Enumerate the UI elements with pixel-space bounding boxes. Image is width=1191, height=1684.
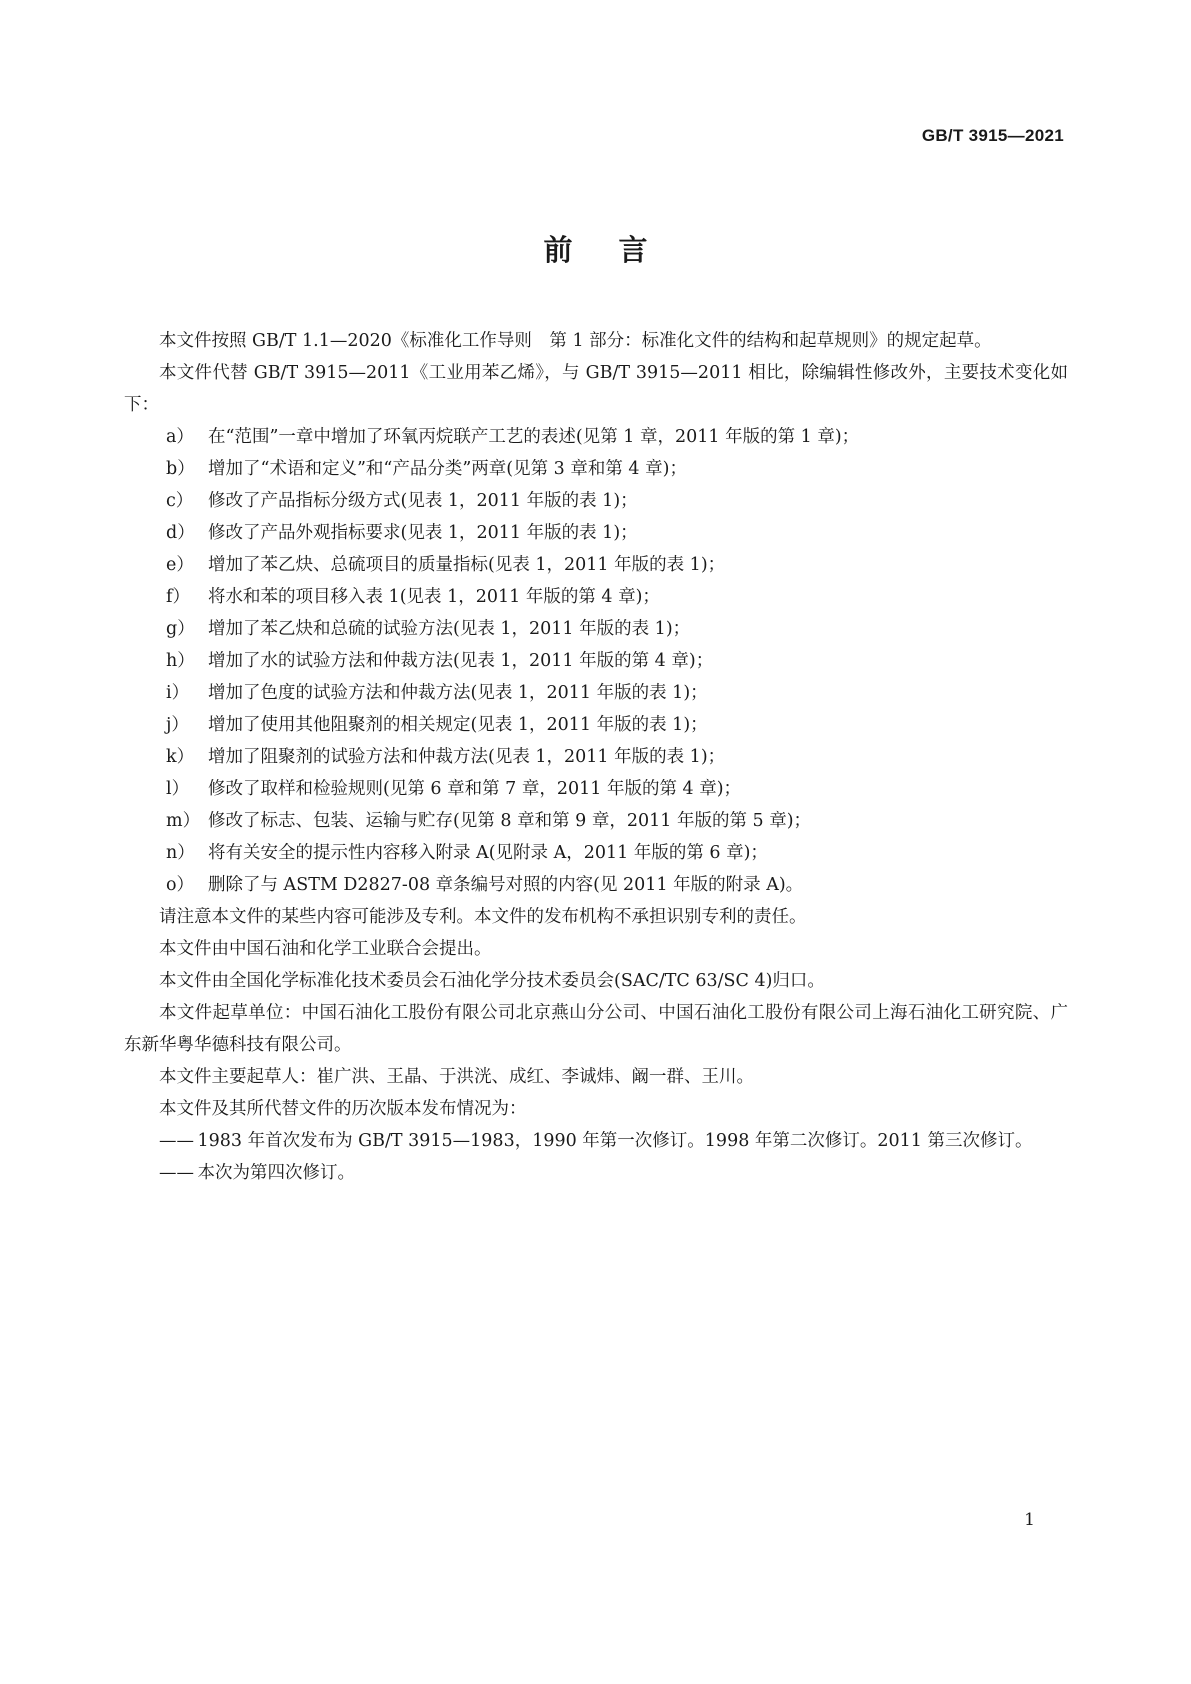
list-item-label: l） xyxy=(166,779,190,799)
dash-mark: —— xyxy=(159,1131,194,1151)
history-item xyxy=(124,1157,1068,1189)
list-item-text: 增加了水的试验方法和仲裁方法(见表 1，2011 年版的第 4 章)； xyxy=(208,651,714,671)
history-item-text: 1983 年首次发布为 GB/T 3915—1983，1990 年第一次修订。1998 年第二次修订。2011 第三次修订。 xyxy=(197,1131,1033,1151)
drafters: 本文件主要起草人：崔广洪、王晶、于洪洸、成红、李诚炜、阚一群、王川。 xyxy=(159,1067,754,1087)
list-item-label: e） xyxy=(166,555,194,575)
list-item xyxy=(124,869,1068,901)
intro-paragraph: 本文件按照 GB/T 1.1—2020《标准化工作导则 第 1 部分：标准化文件的结构和起草规则》的规定起草。 xyxy=(159,331,992,351)
patent-notice: 请注意本文件的某些内容可能涉及专利。本文件的发布机构不承担识别专利的责任。 xyxy=(159,907,807,927)
changes-list xyxy=(124,421,1068,901)
list-item-label: f） xyxy=(166,587,190,607)
list-item-text: 增加了使用其他阻聚剂的相关规定(见表 1，2011 年版的表 1)； xyxy=(208,715,708,735)
history-item xyxy=(124,1125,1068,1157)
list-item-label: d） xyxy=(166,523,195,543)
list-item-text: 增加了“术语和定义”和“产品分类”两章(见第 3 章和第 4 章)； xyxy=(208,459,687,479)
list-item-text: 修改了标志、包装、运输与贮存(见第 8 章和第 9 章，2011 年版的第 5 章)； xyxy=(208,811,812,831)
history-item-text: 本次为第四次修订。 xyxy=(197,1163,355,1183)
list-item xyxy=(124,645,1068,677)
committee-statement: 本文件由全国化学标准化技术委员会石油化学分技术委员会(SAC/TC 63/SC 4)归口。 xyxy=(159,971,825,991)
list-item xyxy=(124,549,1068,581)
drafting-units: 本文件起草单位：中国石油化工股份有限公司北京燕山分公司、中国石油化工股份有限公司上海石油化工研究院、广东新华粤华德科技有限公司。 xyxy=(124,1003,1068,1055)
standard-code: GB/T 3915—2021 xyxy=(921,126,1064,145)
list-item-text: 增加了色度的试验方法和仲裁方法(见表 1，2011 年版的表 1)； xyxy=(208,683,708,703)
list-item xyxy=(124,421,1068,453)
page-number: 1 xyxy=(1024,1510,1035,1530)
list-item-text: 将有关安全的提示性内容移入附录 A(见附录 A，2011 年版的第 6 章)； xyxy=(208,843,768,863)
list-item-text: 修改了产品指标分级方式(见表 1，2011 年版的表 1)； xyxy=(208,491,638,511)
list-item xyxy=(124,741,1068,773)
page-title: 前言 xyxy=(543,233,694,267)
history-list xyxy=(124,1125,1068,1189)
list-item-text: 修改了产品外观指标要求(见表 1，2011 年版的表 1)； xyxy=(208,523,638,543)
list-item-label: m） xyxy=(166,811,201,831)
list-item-text: 增加了苯乙炔、总硫项目的质量指标(见表 1，2011 年版的表 1)； xyxy=(208,555,726,575)
list-item-label: c） xyxy=(166,491,194,511)
list-item-label: g） xyxy=(166,619,195,639)
list-item-text: 删除了与 ASTM D2827-08 章条编号对照的内容(见 2011 年版的附录 A)。 xyxy=(208,875,804,895)
intro-paragraph: 本文件代替 GB/T 3915—2011《工业用苯乙烯》，与 GB/T 3915—2011 相比，除编辑性修改外，主要技术变化如下： xyxy=(124,363,1068,415)
list-item-label: a） xyxy=(166,427,194,447)
dash-mark: —— xyxy=(159,1163,194,1183)
list-item-text: 将水和苯的项目移入表 1(见表 1，2011 年版的第 4 章)； xyxy=(208,587,660,607)
list-item-label: n） xyxy=(166,843,195,863)
list-item xyxy=(124,453,1068,485)
list-item xyxy=(124,837,1068,869)
list-item-label: j） xyxy=(166,715,189,735)
list-item-label: i） xyxy=(166,683,190,703)
list-item-text: 修改了取样和检验规则(见第 6 章和第 7 章，2011 年版的第 4 章)； xyxy=(208,779,742,799)
history-intro: 本文件及其所代替文件的历次版本发布情况为： xyxy=(159,1099,527,1119)
list-item xyxy=(124,709,1068,741)
list-item xyxy=(124,485,1068,517)
list-item xyxy=(124,773,1068,805)
list-item xyxy=(124,581,1068,613)
list-item-label: o） xyxy=(166,875,195,895)
list-item-text: 在“范围”一章中增加了环氧丙烷联产工艺的表述(见第 1 章，2011 年版的第 1 章)； xyxy=(208,427,860,447)
list-item xyxy=(124,613,1068,645)
foreword-body xyxy=(124,325,1068,1189)
proposer-statement: 本文件由中国石油和化学工业联合会提出。 xyxy=(159,939,492,959)
list-item-text: 增加了苯乙炔和总硫的试验方法(见表 1，2011 年版的表 1)； xyxy=(208,619,691,639)
list-item xyxy=(124,517,1068,549)
list-item-label: b） xyxy=(166,459,195,479)
list-item-text: 增加了阻聚剂的试验方法和仲裁方法(见表 1，2011 年版的表 1)； xyxy=(208,747,726,767)
list-item xyxy=(124,677,1068,709)
list-item-label: h） xyxy=(166,651,195,671)
list-item xyxy=(124,805,1068,837)
list-item-label: k） xyxy=(166,747,195,767)
